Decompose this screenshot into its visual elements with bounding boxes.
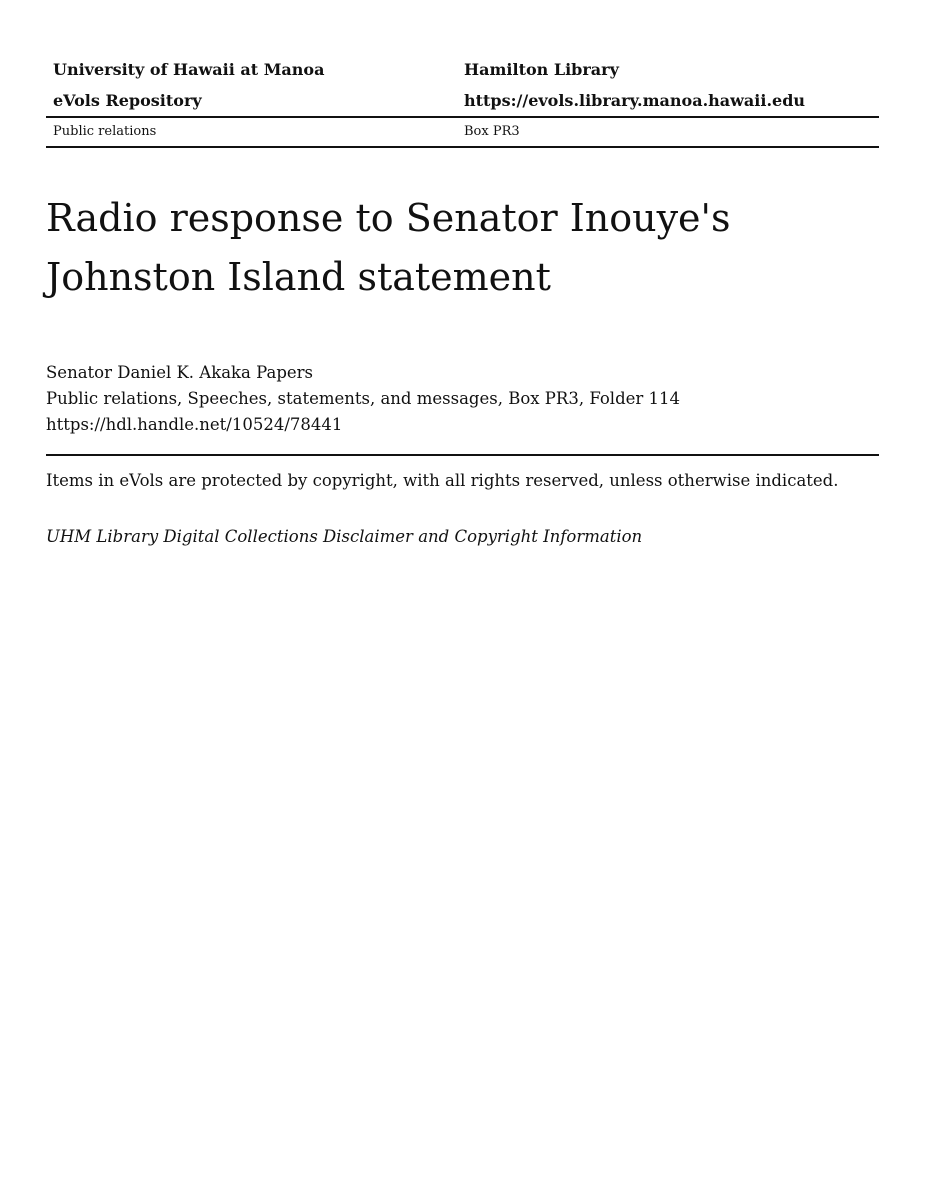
institution-name: University of Hawaii at Manoa bbox=[53, 60, 325, 79]
content-divider bbox=[46, 454, 879, 456]
document-title bbox=[46, 189, 879, 307]
header-row-3 bbox=[46, 118, 879, 146]
header-row-2 bbox=[46, 85, 879, 116]
folder-location: Public relations, Speeches, statements, and messages, Box PR3, Folder 114 bbox=[46, 389, 681, 408]
library-name: Hamilton Library bbox=[464, 60, 619, 79]
collection-name: Public relations bbox=[53, 124, 157, 139]
title-line-2: Johnston Island statement bbox=[46, 255, 551, 299]
disclaimer-link[interactable]: UHM Library Digital Collections Disclaimer and Copyright Information bbox=[46, 527, 643, 546]
title-line-1: Radio response to Senator Inouye's bbox=[46, 196, 731, 240]
copyright-notice: Items in eVols are protected by copyright, with all rights reserved, unless otherwise indicated. bbox=[46, 471, 839, 490]
header-divider-bottom bbox=[46, 146, 879, 148]
document-metadata bbox=[46, 360, 680, 438]
header-row-1 bbox=[46, 54, 879, 85]
box-label: Box PR3 bbox=[464, 124, 520, 139]
handle-link[interactable]: https://hdl.handle.net/10524/78441 bbox=[46, 415, 343, 434]
repository-url[interactable]: https://evols.library.manoa.hawaii.edu bbox=[464, 91, 806, 110]
header-table bbox=[46, 54, 879, 148]
papers-collection: Senator Daniel K. Akaka Papers bbox=[46, 363, 314, 382]
repository-name: eVols Repository bbox=[53, 91, 202, 110]
